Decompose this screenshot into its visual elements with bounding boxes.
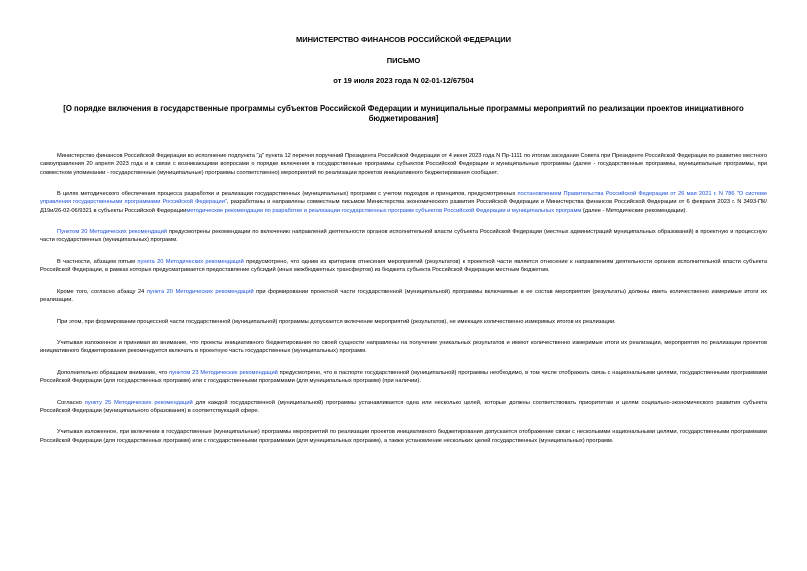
paragraph-7 — [40, 339, 767, 356]
paragraph-6 — [40, 318, 767, 326]
link-point-20[interactable]: пункта 20 Методических рекомендаций — [146, 288, 254, 295]
paragraph-text: Дополнительно обращаем внимание, что — [57, 369, 170, 376]
paragraph-2 — [40, 190, 767, 215]
paragraph-text: предусмотрено, что в паспорте государственной (муниципальной) программы необходимо, в том числе отображать связь с национальными целями, государственными программами Российской Федерации (для государственных программ) или с государственными программами (для муниципальных программ) (при наличии). — [40, 369, 768, 385]
link-point-20[interactable]: пункта 20 Методических рекомендаций — [137, 258, 244, 265]
paragraph-5 — [40, 288, 767, 305]
paragraph-10 — [40, 428, 767, 445]
paragraph-text: Согласно — [57, 399, 85, 406]
paragraph-text: Учитывая изложенное, при включении в государственные (муниципальные) программы мероприятий по реализации проектов инициативного бюджетирования допускается отображение связи с несколькими национальными целями, государственными программами Российской Федерации (для государственных программ) или с государственными программами (для муниципальных программ), а также установление нескольких целей государственных (муниципальных) программ. — [40, 429, 767, 444]
paragraph-text: предусмотрено, что одним из критериев отнесения мероприятий (результатов) к проектной части является отнесение к направлениям деятельности органов исполнительной власти субъекта Российской Федерации, в рамках которых предусматривается предоставление субсидий (иных межбюджетных трансфертов) из бюджета субъекта Российской Федерации местным бюджетам. — [40, 258, 767, 274]
paragraph-text: Министерство финансов Российской Федерации во исполнение подпункта "д" пункта 12 перечня поручений Президента Российской Федерации от 4 июня 2023 года N Пр-1111 по итогам заседания Совета при Президенте Российской Федерации по развитию местного самоуправления 20 апреля 2023 года и в связи с возникающими вопросами о порядке включения в государственные программы субъектов Российской Федерации и муниципальные программы (далее - государственные программы, муниципальные программы, при совместном упоминании - государственные (муниципальные) программы соответственно) мероприятий по реализации проектов инициативного бюджетирования сообщает. — [40, 153, 767, 176]
paragraph-text: При этом, при формировании процессной части государственной (муниципальной) программы допускается включение мероприятий (результатов), не имеющих количественно измеримых итогов их реализации. — [57, 318, 616, 325]
paragraph-text: (далее - Методические рекомендации). — [581, 207, 688, 214]
link-point-23[interactable]: пунктом 23 Методических рекомендаций — [169, 369, 278, 376]
link-methodical-recommendations[interactable]: методические рекомендации по разработке и реализации государственных программ субъектов Российской Федерации и муниципальных программ — [186, 207, 582, 214]
paragraph-text: В частности, абзацем пятым — [57, 258, 138, 265]
link-point-20[interactable]: Пунктом 20 Методических рекомендаций — [57, 229, 167, 236]
paragraph-text: В целях методического обеспечения процесса разработки и реализации государственных (муниципальных) программ с учетом подходов и принципов, предусмотренных — [57, 191, 518, 198]
paragraph-9 — [40, 399, 767, 416]
paragraph-text: при формировании проектной части государственной (муниципальной) программы включаемые в ее состав мероприятия (результаты) должны иметь количественно измеримые итоги их реализации. — [40, 288, 767, 304]
link-point-25[interactable]: пункту 25 Методических рекомендаций — [84, 399, 193, 406]
paragraph-text: Учитывая изложенное и принимая во внимание, что проекты инициативного бюджетирования по своей сущности направлены на получение уникальных результатов и имеют количественно измеримые итоги их реализации, мероприятия по реализации проектов инициативного бюджетирования рекомендуется включать в проектную часть государственных (муниципальных) программ. — [40, 339, 767, 355]
paragraph-3 — [40, 228, 767, 245]
document-date-number: от 19 июля 2023 года N 02-01-12/67504 — [333, 76, 474, 85]
paragraph-text: для каждой государственной (муниципальной) программы устанавливается одна или несколько целей, которые должны соответствовать приоритетам и целям социально-экономического развития субъекта Российской Федерации (муниципального образования) в соответствующей сфере. — [40, 399, 767, 414]
paragraph-text: , разработаны и направлены совместным письмом Министерства экономического развития Российской Федерации и Министерства финансов Российской Федерации от 6 февраля 2023 г. N 3493-ПК/Д19и/26-02-06/9321 в субъекты Российской Федерации — [40, 199, 767, 214]
paragraph-text: Кроме того, согласно абзацу 24 — [57, 288, 147, 295]
document-subject: [О порядке включения в государственные программы субъектов Российской Федерации и муниципальные программы мероприятий по реализации проектов инициативного бюджетирования] — [63, 104, 744, 124]
paragraph-text: предусмотрены рекомендации по включению направлений деятельности органов исполнительной власти субъекта Российской Федерации (местных администраций муниципальных образований) в проектную и процессную части государственных (муниципальных) программ. — [40, 229, 767, 244]
paragraph-4 — [40, 258, 767, 275]
link-resolution-786[interactable]: постановлением Правительства Российской Федерации от 26 мая 2021 г. N 786 "О системе управления государственными программами Российской Федерации" — [40, 191, 767, 206]
document-body — [40, 152, 767, 458]
document-type: ПИСЬМО — [386, 56, 421, 65]
ministry-heading: МИНИСТЕРСТВО ФИНАНСОВ РОССИЙСКОЙ ФЕДЕРАЦИИ — [295, 35, 512, 44]
paragraph-1 — [40, 152, 767, 177]
paragraph-8 — [40, 369, 767, 386]
